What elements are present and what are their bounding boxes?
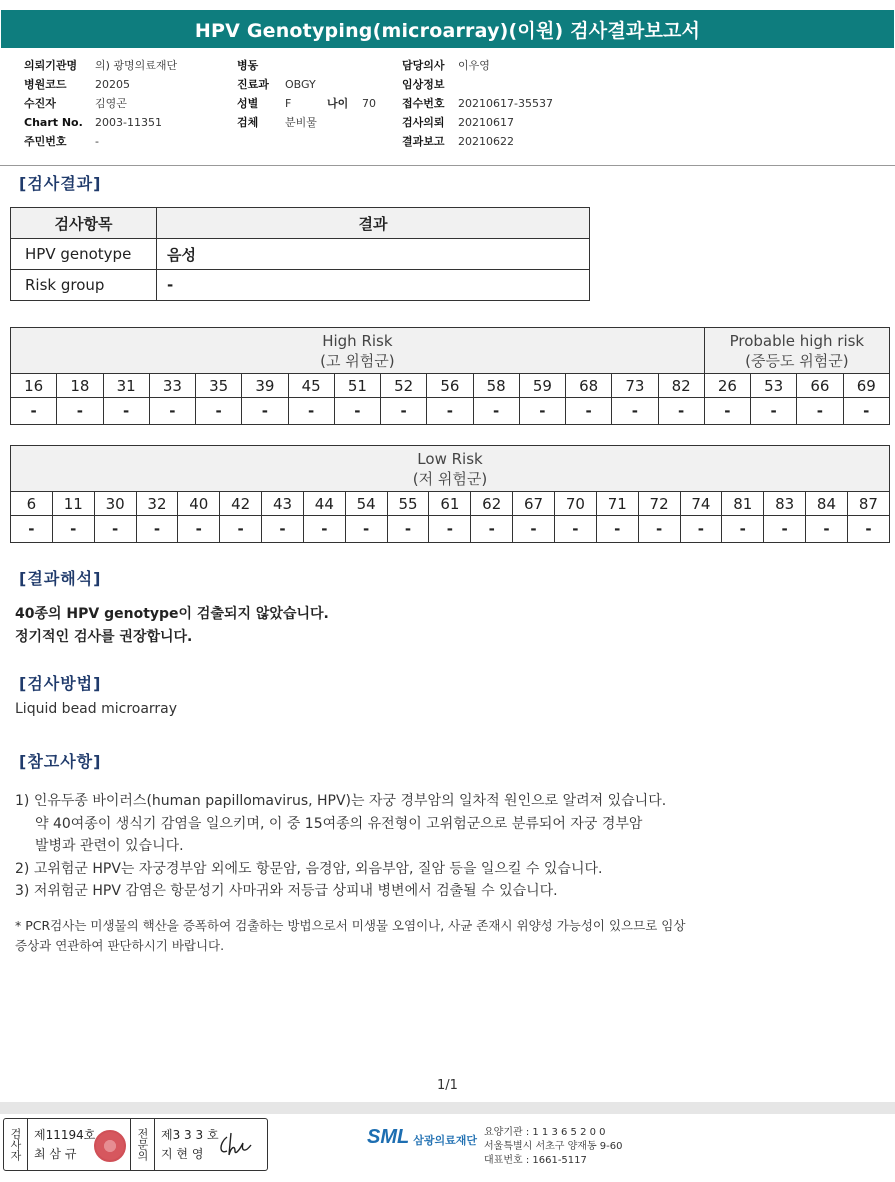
probable-high-risk-sublabel: (중등도 위험군) xyxy=(745,351,849,370)
genotype-number: 16 xyxy=(11,374,57,398)
high-risk-group-header xyxy=(11,328,705,374)
verifier-label: 전문의 xyxy=(131,1119,155,1170)
info-value: 김영곤 xyxy=(95,97,127,110)
note-item: 2) 고위험군 HPV는 자궁경부암 외에도 항문암, 음경암, 외음부암, 질암 등을 일으킬 수 있습니다. xyxy=(15,860,603,877)
info-label: 병동 xyxy=(237,59,259,72)
info-row-patient-name xyxy=(24,94,177,113)
genotype-number: 56 xyxy=(427,374,473,398)
page-number: 1/1 xyxy=(437,1078,458,1093)
genotype-result: - xyxy=(196,398,242,425)
genotype-number: 66 xyxy=(797,374,843,398)
patient-info-col3 xyxy=(402,56,553,151)
inspector-label: 검사자 xyxy=(4,1119,28,1170)
info-row-report-date xyxy=(402,132,553,151)
genotype-result: - xyxy=(262,516,304,543)
genotype-result: - xyxy=(722,516,764,543)
verifier-cell xyxy=(155,1119,267,1170)
info-label: 의뢰기관명 xyxy=(24,59,78,72)
genotype-number: 61 xyxy=(429,492,471,516)
inspector-cell xyxy=(28,1119,131,1170)
footer-band xyxy=(0,1102,895,1114)
genotype-number: 73 xyxy=(612,374,658,398)
genotype-number: 39 xyxy=(242,374,288,398)
genotype-result: - xyxy=(220,516,262,543)
genotype-result: - xyxy=(513,516,555,543)
info-row-request-date xyxy=(402,113,553,132)
result-value: 음성 xyxy=(157,239,590,270)
genotype-number: 44 xyxy=(303,492,345,516)
genotype-number: 58 xyxy=(473,374,519,398)
genotype-result: - xyxy=(334,398,380,425)
section-title-interpretation: [결과해석] xyxy=(19,569,102,588)
note-item: 3) 저위험군 HPV 감염은 항문성기 사마귀와 저등급 상피내 병변에서 검출될 수 있습니다. xyxy=(15,883,558,899)
notes-list xyxy=(15,790,666,903)
info-value: - xyxy=(95,135,99,148)
disclaimer-line: 증상과 연관하여 판단하시기 바랍니다. xyxy=(15,938,225,953)
genotype-result: - xyxy=(680,516,722,543)
note-item-continued: 약 40여종이 생식기 감염을 일으키며, 이 중 15여종의 유전형이 고위험군으로 분류되어 자궁 경부암 xyxy=(35,815,643,832)
genotype-number: 40 xyxy=(178,492,220,516)
info-row-receipt-no xyxy=(402,94,553,113)
info-label: 진료과 xyxy=(237,78,269,91)
signature-icon xyxy=(217,1129,253,1161)
genotype-result: - xyxy=(751,398,797,425)
inspector-name: 최 삼 규 xyxy=(34,1146,77,1161)
result-table xyxy=(10,207,590,301)
organization-code: 요양기관 : 1 1 3 6 5 2 0 0 xyxy=(484,1127,606,1138)
info-row-specimen xyxy=(237,113,317,132)
genotype-result: - xyxy=(149,398,195,425)
info-label: 성별 xyxy=(237,97,259,110)
genotype-result: - xyxy=(94,516,136,543)
genotype-result: - xyxy=(519,398,565,425)
genotype-result: - xyxy=(429,516,471,543)
age-value: 70 xyxy=(362,97,376,110)
genotype-number: 35 xyxy=(196,374,242,398)
info-value: 2003-11351 xyxy=(95,116,162,129)
organization-address: 서울특별시 서초구 양재동 9-60 xyxy=(484,1141,623,1152)
result-value: - xyxy=(157,270,590,301)
genotype-result: - xyxy=(136,516,178,543)
genotype-number: 32 xyxy=(136,492,178,516)
low-risk-header-row xyxy=(11,446,890,492)
note-item-continued: 발병과 관련이 있습니다. xyxy=(35,838,184,854)
genotype-number: 33 xyxy=(149,374,195,398)
info-row-doctor xyxy=(402,56,553,75)
high-risk-genotype-table xyxy=(10,327,890,425)
genotype-result: - xyxy=(612,398,658,425)
header-result: 결과 xyxy=(157,208,590,239)
genotype-result: - xyxy=(704,398,750,425)
genotype-number: 62 xyxy=(471,492,513,516)
info-label: 병원코드 xyxy=(24,78,67,91)
seal-stamp-icon xyxy=(94,1130,126,1162)
info-row-ward xyxy=(237,56,317,75)
interpretation-text xyxy=(15,603,329,649)
genotype-number: 55 xyxy=(387,492,429,516)
genotype-number: 42 xyxy=(220,492,262,516)
genotype-result: - xyxy=(473,398,519,425)
info-label: 검사의뢰 xyxy=(402,116,445,129)
genotype-number: 74 xyxy=(680,492,722,516)
genotype-number: 18 xyxy=(57,374,103,398)
genotype-number: 53 xyxy=(751,374,797,398)
genotype-number: 6 xyxy=(11,492,53,516)
genotype-result: - xyxy=(658,398,704,425)
organization-info xyxy=(484,1126,623,1168)
patient-info-col2 xyxy=(237,56,317,132)
genotype-result: - xyxy=(303,516,345,543)
inspector-number: 제11194호 xyxy=(34,1127,96,1142)
info-row-sex xyxy=(237,94,317,113)
info-row-institution xyxy=(24,56,177,75)
info-label: 담당의사 xyxy=(402,59,445,72)
info-label: 임상정보 xyxy=(402,78,445,91)
info-value: 의) 광명의료재단 xyxy=(95,59,178,72)
info-label: Chart No. xyxy=(24,116,83,129)
note-item: 1) 인유두종 바이러스(human papillomavirus, HPV)는 자궁 경부암의 일차적 원인으로 알려져 있습니다. xyxy=(15,793,667,809)
genotype-result: - xyxy=(806,516,848,543)
low-risk-group-header xyxy=(11,446,890,492)
genotype-result: - xyxy=(381,398,427,425)
section-title-result: [검사결과] xyxy=(19,174,102,193)
disclaimer-line: * PCR검사는 미생물의 핵산을 증폭하여 검출하는 방법으로서 미생물 오염이나, 사균 존재시 위양성 가능성이 있으므로 임상 xyxy=(15,918,686,933)
genotype-number: 87 xyxy=(847,492,889,516)
genotype-number: 54 xyxy=(345,492,387,516)
genotype-number: 71 xyxy=(596,492,638,516)
genotype-result: - xyxy=(387,516,429,543)
genotype-result: - xyxy=(427,398,473,425)
genotype-result: - xyxy=(178,516,220,543)
verifier-name: 지 현 영 xyxy=(161,1146,204,1161)
genotype-number: 67 xyxy=(513,492,555,516)
info-value: 분비물 xyxy=(285,116,317,129)
genotype-number: 72 xyxy=(638,492,680,516)
high-risk-sublabel: (고 위험군) xyxy=(320,351,395,370)
genotype-result: - xyxy=(288,398,334,425)
table-row xyxy=(11,239,590,270)
genotype-number: 70 xyxy=(554,492,596,516)
organization-logo xyxy=(367,1126,477,1149)
signature-box xyxy=(3,1118,268,1171)
genotype-result: - xyxy=(471,516,513,543)
genotype-number: 69 xyxy=(843,374,890,398)
method-text: Liquid bead microarray xyxy=(15,701,178,717)
genotype-number: 11 xyxy=(52,492,94,516)
genotype-number: 83 xyxy=(764,492,806,516)
genotype-result: - xyxy=(57,398,103,425)
info-value: 20205 xyxy=(95,78,130,91)
genotype-result: - xyxy=(11,516,53,543)
info-row-hospital-code xyxy=(24,75,177,94)
genotype-result: - xyxy=(797,398,843,425)
genotype-number: 45 xyxy=(288,374,334,398)
genotype-number: 84 xyxy=(806,492,848,516)
low-risk-genotype-table xyxy=(10,445,890,543)
high-risk-values-row xyxy=(11,398,890,425)
genotype-number: 52 xyxy=(381,374,427,398)
info-row-resident-no xyxy=(24,132,177,151)
info-label: 검체 xyxy=(237,116,259,129)
info-row-clinical-info xyxy=(402,75,553,94)
age-label: 나이 xyxy=(327,97,349,110)
probable-high-risk-label: Probable high risk xyxy=(729,331,865,350)
info-label: 결과보고 xyxy=(402,135,445,148)
genotype-result: - xyxy=(103,398,149,425)
header-item: 검사항목 xyxy=(11,208,157,239)
info-label: 수진자 xyxy=(24,97,56,110)
genotype-result: - xyxy=(242,398,288,425)
disclaimer xyxy=(15,916,875,956)
genotype-result: - xyxy=(554,516,596,543)
result-item: Risk group xyxy=(11,270,157,301)
low-risk-label: Low Risk xyxy=(417,449,483,468)
genotype-number: 43 xyxy=(262,492,304,516)
genotype-result: - xyxy=(345,516,387,543)
info-label: 주민번호 xyxy=(24,135,67,148)
organization-phone: 대표번호 : 1661-5117 xyxy=(484,1155,587,1166)
low-risk-values-row xyxy=(11,516,890,543)
info-label: 접수번호 xyxy=(402,97,445,110)
low-risk-sublabel: (저 위험군) xyxy=(412,469,488,488)
info-row-department xyxy=(237,75,317,94)
info-value: 20210617 xyxy=(458,116,514,129)
result-table-header xyxy=(11,208,590,239)
high-risk-types-row xyxy=(11,374,890,398)
genotype-result: - xyxy=(11,398,57,425)
patient-info-col1 xyxy=(24,56,177,151)
high-risk-label: High Risk xyxy=(322,331,393,350)
low-risk-types-row xyxy=(11,492,890,516)
genotype-result: - xyxy=(52,516,94,543)
genotype-result: - xyxy=(638,516,680,543)
genotype-number: 51 xyxy=(334,374,380,398)
section-title-notes: [참고사항] xyxy=(19,752,102,771)
table-row xyxy=(11,270,590,301)
header-divider xyxy=(0,165,895,166)
genotype-number: 68 xyxy=(566,374,612,398)
genotype-result: - xyxy=(764,516,806,543)
info-value: 이우영 xyxy=(458,59,490,72)
info-value: 20210617-35537 xyxy=(458,97,553,110)
high-risk-header-row xyxy=(11,328,890,374)
info-value: OBGY xyxy=(285,78,316,91)
genotype-result: - xyxy=(596,516,638,543)
genotype-result: - xyxy=(843,398,890,425)
probable-high-risk-group-header xyxy=(704,328,889,374)
sml-logo-icon: SML xyxy=(367,1126,410,1148)
report-title: HPV Genotyping(microarray)(이원) 검사결과보고서 xyxy=(1,10,894,48)
genotype-number: 26 xyxy=(704,374,750,398)
result-item: HPV genotype xyxy=(11,239,157,270)
info-value: 20210622 xyxy=(458,135,514,148)
genotype-number: 59 xyxy=(519,374,565,398)
genotype-result: - xyxy=(847,516,889,543)
verifier-number: 제3 3 3 호 xyxy=(161,1127,219,1142)
info-value: F xyxy=(285,97,292,110)
genotype-number: 81 xyxy=(722,492,764,516)
genotype-result: - xyxy=(566,398,612,425)
info-row-chart-no xyxy=(24,113,177,132)
genotype-number: 31 xyxy=(103,374,149,398)
section-title-method: [검사방법] xyxy=(19,674,102,693)
organization-name: 삼광의료재단 xyxy=(413,1133,477,1147)
interpretation-line: 정기적인 검사를 권장합니다. xyxy=(15,629,193,645)
interpretation-line: 40종의 HPV genotype이 검출되지 않았습니다. xyxy=(15,606,329,622)
genotype-number: 30 xyxy=(94,492,136,516)
genotype-number: 82 xyxy=(658,374,704,398)
